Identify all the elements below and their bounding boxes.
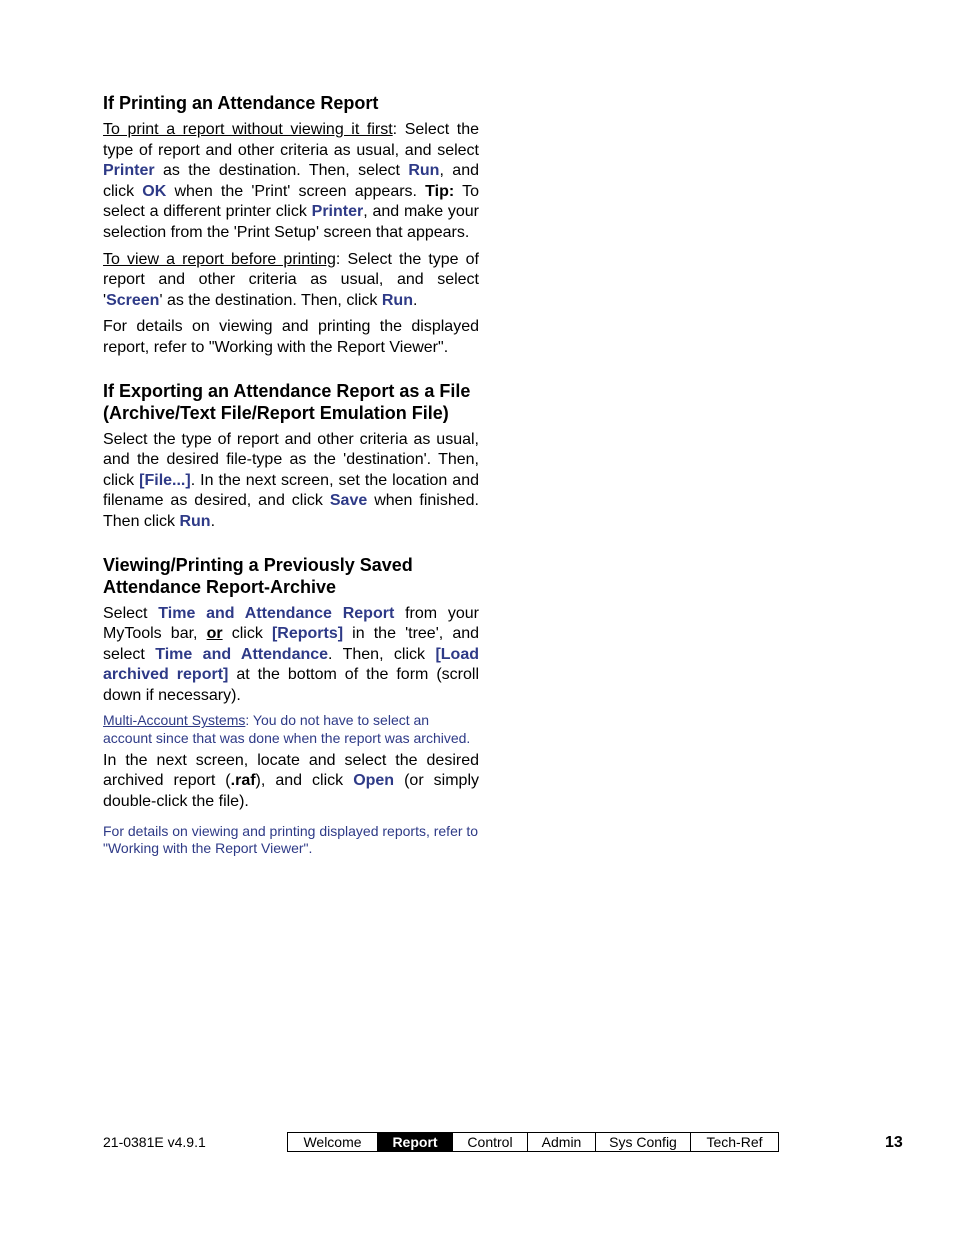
tab-sys-config[interactable]: Sys Config (595, 1133, 690, 1151)
keyword-open: Open (353, 772, 395, 790)
keyword-time-attendance-report: Time and Attendance Report (158, 604, 395, 622)
tab-control[interactable]: Control (452, 1133, 527, 1151)
multi-account-link[interactable]: Multi-Account Systems (103, 712, 246, 729)
keyword-ok: OK (142, 182, 167, 200)
keyword-printer: Printer (103, 162, 155, 180)
keyword-load-archived-report: [Load archived report] (103, 645, 479, 684)
archive-paragraph-2: In the next screen, locate and select the desired archived report (.raf), and click Open (or simply double-click the file). (103, 751, 480, 811)
raf-extension: .raf (230, 772, 256, 790)
content-column (103, 92, 479, 861)
tab-welcome[interactable]: Welcome (303, 1134, 362, 1150)
keyword-run-3: Run (179, 512, 211, 530)
or-emphasis: or (206, 625, 223, 643)
archive-paragraph-1: Select Time and Attendance Report from your MyTools bar, or click [Reports] in the 'tree', and select Time and Attendance. Then, click [Load archived report] at the bottom of the form (scroll down if necessary). (103, 604, 480, 704)
tab-admin[interactable]: Admin (527, 1133, 595, 1151)
keyword-run-2: Run (381, 291, 413, 309)
heading-exporting: If Exporting an Attendance Report as a File (Archive/Text File/Report Emulation File) (103, 380, 471, 423)
tip-label: Tip: (425, 182, 455, 200)
document-id: 21-0381E v4.9.1 (103, 1134, 206, 1150)
printing-paragraph-2: To view a report before printing: Select the type of report and other criteria as usual, and select 'Screen' as the destination. Then, click Run. (103, 250, 480, 309)
multi-account-note: Multi-Account Systems: You do not have to select an account since that was done when the report was archived. (103, 712, 471, 746)
printing-paragraph-3: For details on viewing and printing the displayed report, refer to "Working with the Report Viewer". (103, 318, 479, 356)
printing-paragraph-1: To print a report without viewing it first: Select the type of report and other criteria as usual, and select Printer as the destination. Then, select Run, and click OK when the 'Print' screen appears. Tip: To select a different printer click Printer, and make your selection from the 'Print Setup' screen that appears. (103, 121, 480, 241)
keyword-run: Run (408, 162, 440, 180)
tab-report[interactable]: Report (377, 1133, 452, 1151)
keyword-reports: [Reports] (271, 625, 344, 643)
heading-printing: If Printing an Attendance Report (103, 93, 379, 113)
exporting-paragraph-1: Select the type of report and other criteria as usual, and the desired file-type as the 'destination'. Then, click [File...]. In the next screen, set the location and filename as desired, and click Save when finished. Then click Run. (103, 430, 480, 530)
keyword-save: Save (329, 492, 368, 510)
heading-archive: Viewing/Printing a Previously Saved Attendance Report-Archive (103, 554, 413, 597)
page-number: 13 (885, 1134, 903, 1151)
keyword-printer-2: Printer (311, 203, 364, 221)
keyword-file: [File...] (139, 471, 191, 489)
section-nav-tabs (287, 1132, 779, 1152)
keyword-time-attendance: Time and Attendance (155, 645, 329, 663)
tab-tech-ref[interactable]: Tech-Ref (690, 1133, 778, 1151)
viewer-note: For details on viewing and printing displayed reports, refer to "Working with the Report Viewer". (103, 822, 479, 856)
keyword-screen: Screen (106, 291, 160, 309)
